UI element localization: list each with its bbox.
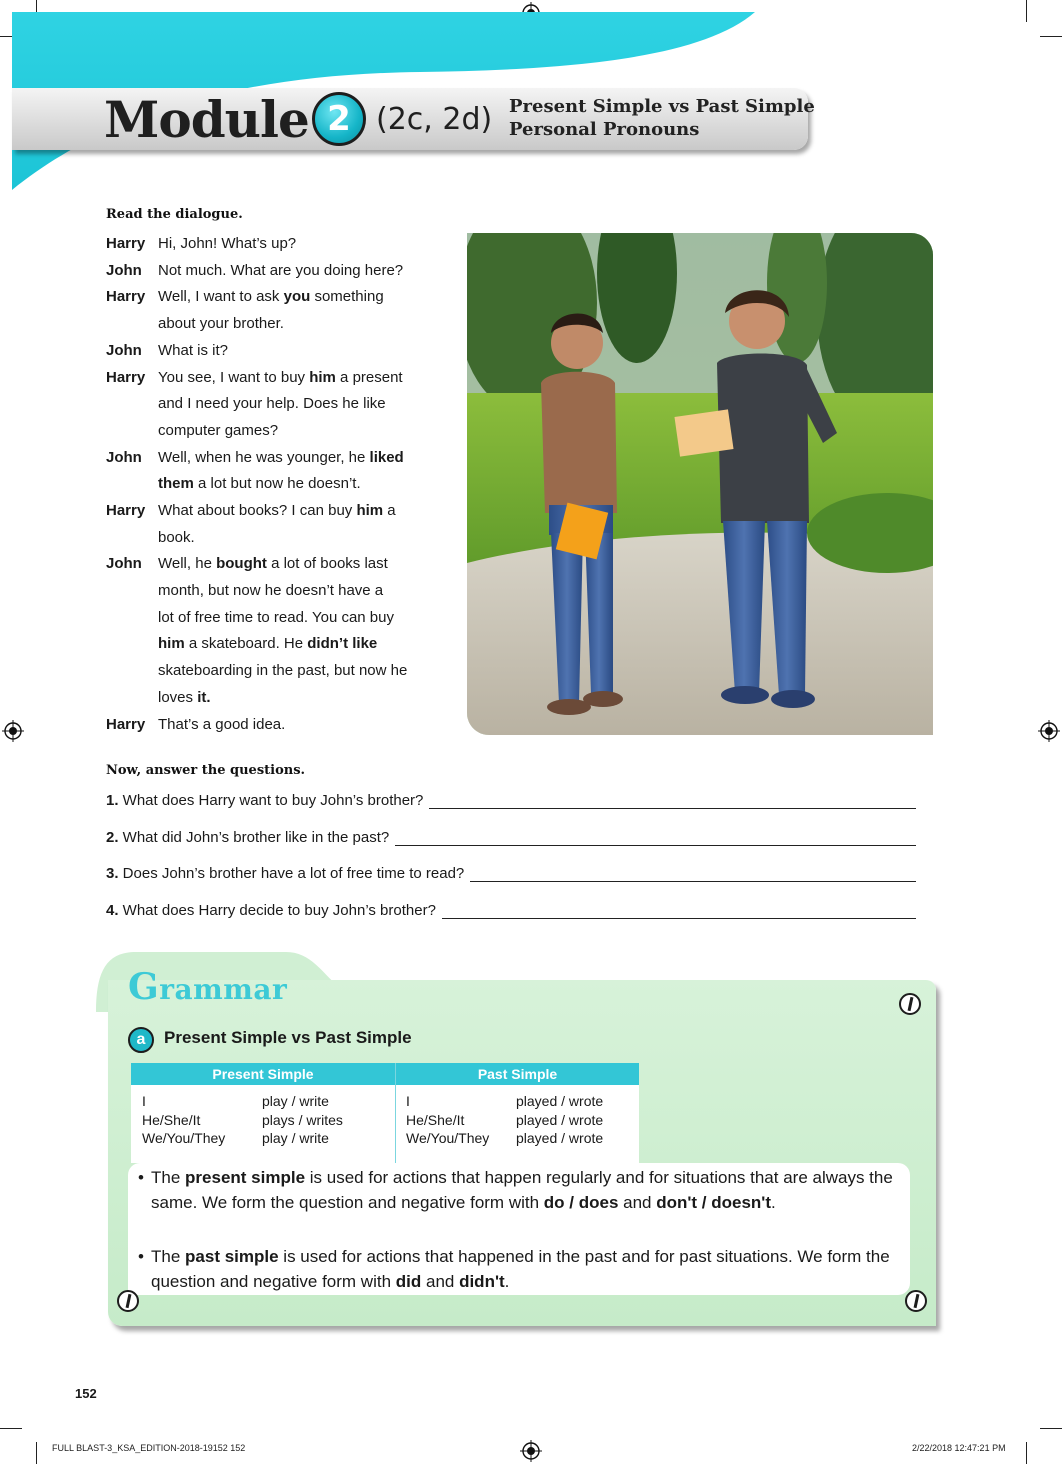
speech-text: Hi, John! What’s up? <box>158 235 297 252</box>
table-header-past: Past Simple <box>396 1063 639 1085</box>
table-header-present: Present Simple <box>131 1063 395 1085</box>
dialogue-turn <box>106 258 451 285</box>
grammar-note <box>138 1244 898 1294</box>
question-number: 3. <box>106 865 119 882</box>
question-number: 1. <box>106 792 119 809</box>
question-text: What did John’s brother like in the past? <box>118 829 390 846</box>
module-number-badge: 2 <box>312 92 366 146</box>
speaker-name: Harry <box>106 368 146 386</box>
grammar-note <box>138 1165 898 1215</box>
answer-line[interactable] <box>442 918 916 919</box>
module-subunits: (2c, 2d) <box>376 102 493 137</box>
question-row <box>106 864 916 884</box>
section-badge: a <box>128 1027 154 1053</box>
speaker-name: Harry <box>106 502 146 519</box>
dialogue-turn <box>106 338 451 365</box>
question-number: 2. <box>106 829 119 846</box>
question-number: 4. <box>106 902 119 919</box>
dialogue-turn <box>106 551 451 711</box>
table-verb-form: played / wrote <box>516 1111 604 1128</box>
print-footer-left: FULL BLAST-3_KSA_EDITION-2018-19152 152 <box>52 1443 246 1453</box>
print-footer-right: 2/22/2018 12:47:21 PM <box>912 1443 1006 1453</box>
registration-mark-icon <box>2 720 24 742</box>
dialogue-turn <box>106 498 451 551</box>
speaker-name: John <box>106 261 142 279</box>
crop-mark <box>36 1442 37 1464</box>
dialogue-turn <box>106 712 451 739</box>
module-topic-line2: Personal Pronouns <box>509 119 700 140</box>
question-row <box>106 901 916 921</box>
question-row <box>106 828 916 848</box>
page-number: 152 <box>75 1386 97 1401</box>
table-subject: We/You/They <box>142 1130 226 1146</box>
crop-mark <box>1040 36 1062 37</box>
speech-text: You see, I want to buy him a present and I need your help. Does he like computer games? <box>158 368 403 439</box>
table-divider <box>395 1063 396 1163</box>
module-topic-line1: Present Simple vs Past Simple <box>509 96 815 117</box>
table-subject: I <box>142 1093 146 1109</box>
section-title: Present Simple vs Past Simple <box>164 1028 412 1047</box>
crop-mark <box>1026 0 1027 22</box>
table-subject: He/She/It <box>142 1111 201 1128</box>
answer-line[interactable] <box>429 808 916 809</box>
reference-icon <box>899 993 921 1015</box>
question-text: Does John’s brother have a lot of free time to read? <box>118 865 465 882</box>
grammar-title: Grammar <box>128 966 288 1008</box>
speech-text: Well, he bought a lot of books last month, but now he doesn’t have a lot of free time to read. You can buy him a skateboard. He didn’t like skateboarding in the past, but now he loves it. <box>158 555 408 706</box>
crop-mark <box>1026 1442 1027 1464</box>
module-word: Module <box>104 90 309 149</box>
table-verb-form: played / wrote <box>516 1130 604 1146</box>
bullet: • <box>138 1247 144 1266</box>
speech-text: Well, when he was younger, he liked them a lot but now he doesn’t. <box>158 448 404 493</box>
grammar-notes-box <box>128 1163 910 1295</box>
reading-instruction: Read the dialogue. <box>106 207 243 222</box>
table-subject: I <box>406 1093 410 1109</box>
table-verb-form: plays / writes <box>262 1111 343 1128</box>
crop-mark <box>0 1428 22 1429</box>
note-text: The present simple is used for actions that happen regularly and for situations that are always the same. We form the question and negative form with do / does and don't / doesn't. <box>151 1168 893 1212</box>
registration-mark-icon <box>1038 720 1060 742</box>
speaker-name: Harry <box>106 288 146 306</box>
reference-icon <box>905 1290 927 1312</box>
photo-two-boys-talking <box>467 233 933 735</box>
answer-line[interactable] <box>395 845 916 846</box>
crop-mark <box>1040 1428 1062 1429</box>
table-verb-form: played / wrote <box>516 1093 604 1109</box>
tense-table <box>131 1063 639 1163</box>
answer-line[interactable] <box>470 881 916 882</box>
speech-text: What is it? <box>158 341 229 359</box>
table-subject: He/She/It <box>406 1111 465 1128</box>
speaker-name: Harry <box>106 235 146 252</box>
question-row <box>106 791 916 811</box>
question-text: What does Harry decide to buy John’s brother? <box>118 902 436 919</box>
table-subject: We/You/They <box>406 1130 490 1146</box>
dialogue-turn <box>106 284 451 337</box>
dialogue-turn <box>106 231 451 258</box>
speech-text: That’s a good idea. <box>158 715 286 733</box>
speaker-name: John <box>106 448 142 466</box>
dialogue-turn <box>106 445 451 498</box>
speech-text: Well, I want to ask you something about your brother. <box>158 288 384 333</box>
speaker-name: John <box>106 341 142 359</box>
note-text: The past simple is used for actions that happened in the past and for past situations. We form the question and negative form with did and didn't. <box>151 1247 890 1291</box>
question-text: What does Harry want to buy John’s brother? <box>118 792 424 809</box>
registration-mark-icon <box>520 1440 542 1462</box>
speech-text: What about books? I can buy him a book. <box>158 502 396 546</box>
bullet: • <box>138 1168 144 1187</box>
table-verb-form: play / write <box>262 1130 329 1146</box>
speaker-name: John <box>106 555 142 573</box>
reference-icon <box>117 1290 139 1312</box>
dialogue-turn <box>106 365 451 445</box>
table-verb-form: play / write <box>262 1093 329 1109</box>
speech-text: Not much. What are you doing here? <box>158 261 404 279</box>
questions-instruction: Now, answer the questions. <box>106 763 306 778</box>
speaker-name: Harry <box>106 715 146 733</box>
